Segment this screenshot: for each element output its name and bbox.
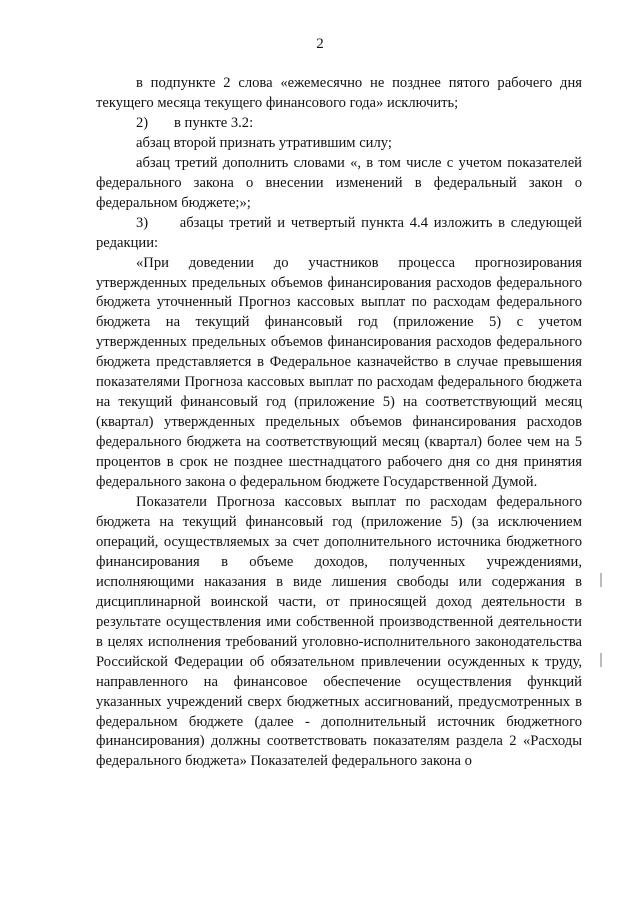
list-item-2 bbox=[96, 114, 582, 134]
list-item-number: 2) bbox=[136, 114, 149, 131]
paragraph-abzac-second: абзац второй признать утратившим силу; bbox=[136, 134, 392, 151]
document-body bbox=[96, 74, 582, 772]
paragraph-subpoint-2-amendment: в подпункте 2 слова «ежемесячно не позднее пятого рабочего дня текущего месяца текущего финансового года» исключить; bbox=[96, 75, 582, 111]
paragraph-quoted-new-text: «При доведении до участников процесса прогнозирования утвержденных предельных объемов финансирования расходов федерального бюджета уточненный Прогноз кассовых выплат по расходам федерального бюджета на текущий финансовый год (приложение 5) с учетом утвержденных предельных объемов финансирования расходов федерального бюджета представляется в Федеральное казначейство в случае превышения показателями Прогноза кассовых выплат по расходам федерального бюджета на текущий финансовый год (приложение 5) на соответствующий месяц (квартал) утвержденных предельных объемов финансирования расходов федерального бюджета на соответствующий месяц (квартал) более чем на 5 процентов в срок не позднее шестнадцатого рабочего дня со дня принятия федерального закона о федеральном бюджете Государственной Думой. bbox=[96, 254, 582, 491]
list-item-text: в пункте 3.2: bbox=[174, 114, 254, 131]
list-item-text: абзацы третий и четвертый пункта 4.4 изложить в следующей редакции: bbox=[96, 214, 582, 251]
scan-mark bbox=[600, 653, 602, 667]
page-number: 2 bbox=[316, 36, 324, 52]
scan-mark bbox=[600, 573, 602, 587]
paragraph-forecast-indicators: Показатели Прогноза кассовых выплат по расходам федерального бюджета на текущий финансовый год (приложение 5) (за исключением операций, осуществляемых за счет дополнительного источника бюджетного финансирования в объеме доходов, полученных учреждениями, исполняющими наказания в виде лишения свободы или содержания в дисциплинарной воинской части, от приносящей доход деятельности в результате осуществления ими собственной производственной деятельности в целях исполнения требований уголовно-исполнительного законодательства Российской Федерации об обязательном привлечении осужденных к труду, направленного на финансовое обеспечение осуществления функций указанных учреждений сверх бюджетных ассигнований, предусмотренных в федеральном бюджете (далее - дополнительный источник бюджетного финансирования) должны соответствовать показателям раздела 2 «Расходы федерального бюджета» Показателей федерального закона о bbox=[96, 494, 582, 770]
list-item-3 bbox=[96, 214, 582, 254]
list-item-number: 3) bbox=[136, 214, 149, 231]
paragraph-abzac-third: абзац третий дополнить словами «, в том числе с учетом показателей федерального закона о внесении изменений в федеральный закон о федеральном бюджете;»; bbox=[96, 154, 582, 211]
